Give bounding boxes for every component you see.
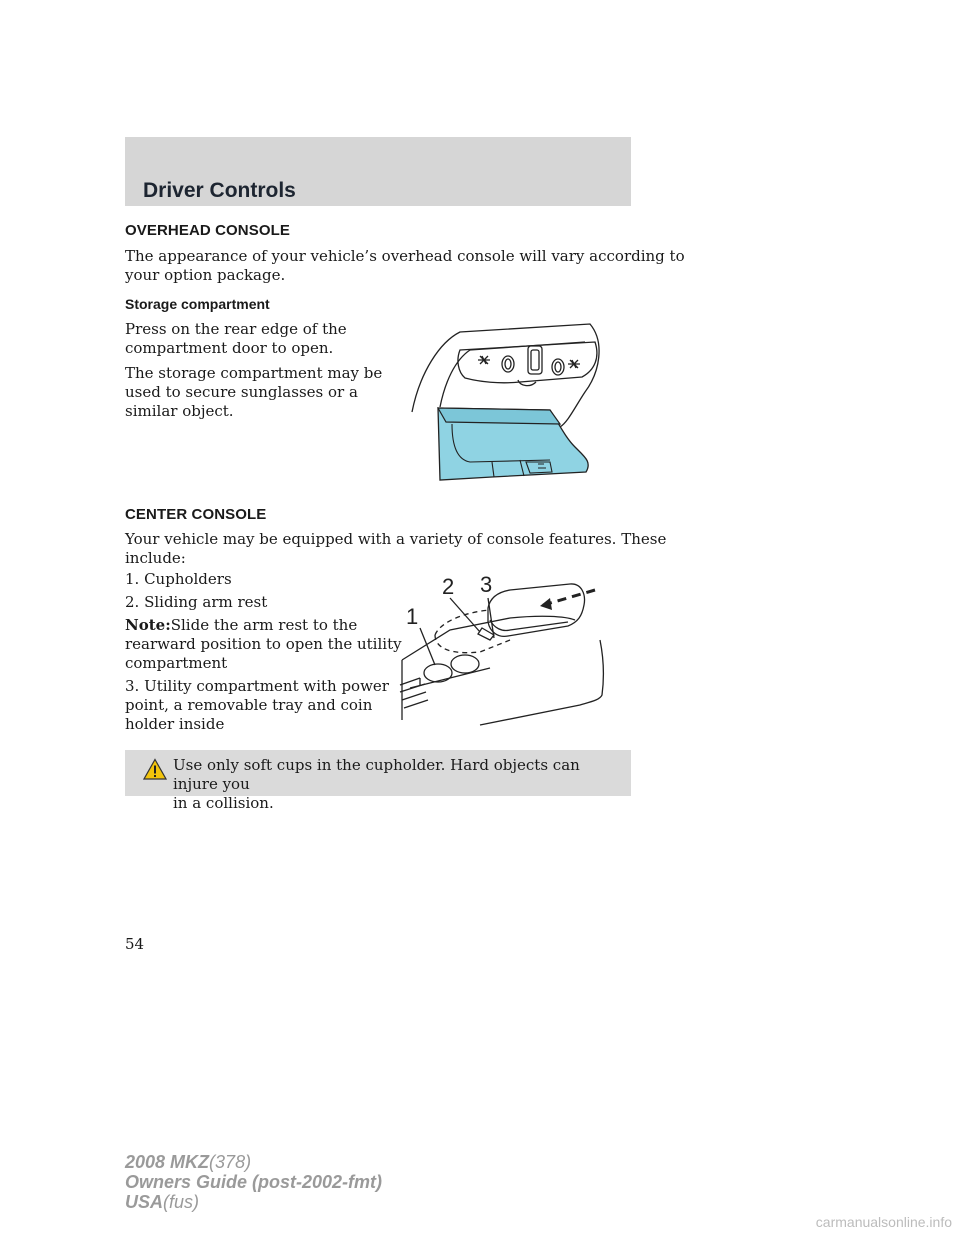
callout-2: 2 (442, 574, 455, 599)
warning-box (125, 750, 631, 812)
callout-3: 3 (480, 572, 493, 597)
overhead-console-heading: OVERHEAD CONSOLE (125, 222, 290, 239)
note-line-1 (125, 616, 357, 635)
footer-market: USA (125, 1192, 164, 1212)
warning-triangle-icon (143, 758, 167, 780)
section-title: Driver Controls (143, 179, 296, 202)
overhead-intro-line-2: your option package. (125, 266, 286, 284)
note-line-3: compartment (125, 654, 228, 672)
list-item-utility-line-3: holder inside (125, 715, 225, 733)
overhead-intro-line-1: The appearance of your vehicle’s overhead console will vary according to (125, 247, 685, 265)
section-header-band (125, 137, 631, 206)
storage-press-line-1: Press on the rear edge of the (125, 320, 347, 338)
warning-line-1: Use only soft cups in the cupholder. Hard objects can injure you (173, 756, 580, 793)
page-number: 54 (125, 935, 145, 953)
note-text: Slide the arm rest to the (170, 616, 358, 634)
warning-text (173, 756, 623, 813)
footer-guide: Owners Guide (post-2002-fmt) (125, 1172, 383, 1192)
center-console-illustration (390, 560, 620, 730)
watermark (0, 1214, 960, 1230)
note-label: Note: (125, 616, 171, 634)
center-intro-line-2: include: (125, 549, 186, 567)
center-intro-line-1: Your vehicle may be equipped with a variety of console features. These (125, 530, 667, 548)
list-item-utility-line-2: point, a removable tray and coin (125, 696, 373, 714)
center-console-heading: CENTER CONSOLE (125, 506, 267, 523)
storage-use-line-1: The storage compartment may be (125, 364, 383, 382)
storage-press-line-2: compartment door to open. (125, 339, 334, 357)
list-item-cupholders: 1. Cupholders (125, 570, 232, 588)
watermark-text: carmanualsonline.info (815, 1214, 952, 1230)
list-item-utility-line-1: 3. Utility compartment with power (125, 677, 389, 695)
document-footer (125, 1152, 382, 1212)
footer-model-code: (378) (209, 1152, 252, 1172)
footer-market-code: (fus) (163, 1192, 200, 1212)
warning-line-2: in a collision. (173, 794, 274, 812)
callout-1: 1 (406, 604, 419, 629)
list-item-sliding-arm-rest: 2. Sliding arm rest (125, 593, 268, 611)
storage-use-line-3: similar object. (125, 402, 234, 420)
footer-model: 2008 MKZ (125, 1152, 210, 1172)
storage-use-line-2: used to secure sunglasses or a (125, 383, 358, 401)
note-line-2: rearward position to open the utility (125, 635, 402, 653)
storage-compartment-heading: Storage compartment (125, 296, 270, 312)
overhead-console-illustration (400, 312, 600, 487)
